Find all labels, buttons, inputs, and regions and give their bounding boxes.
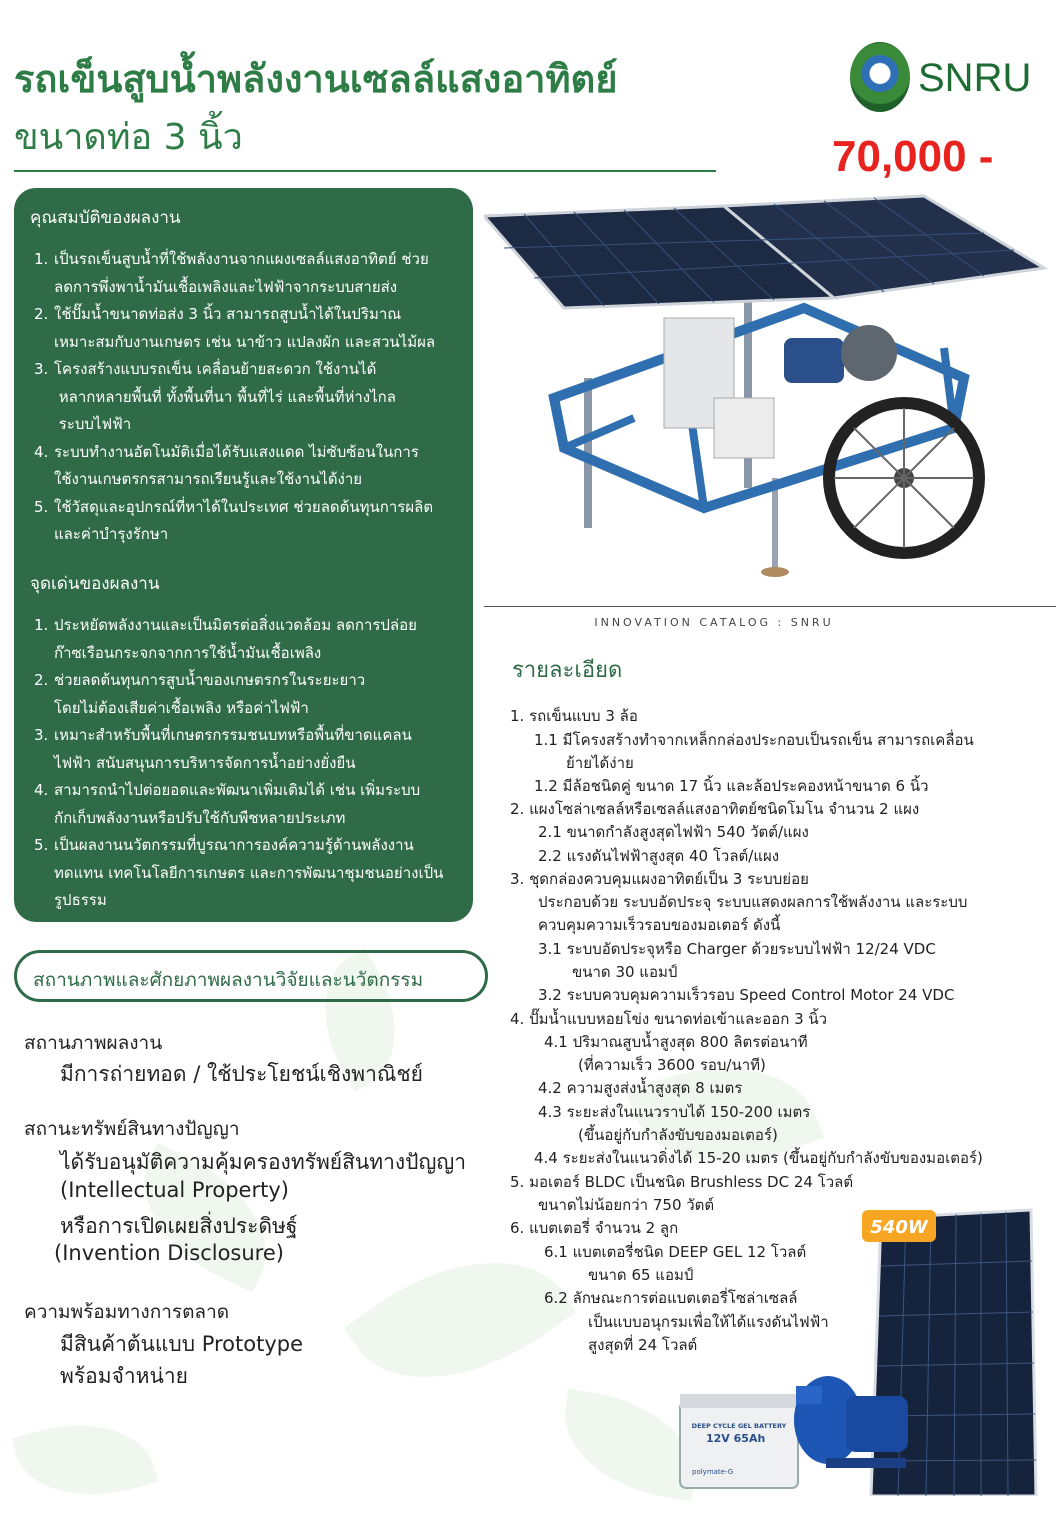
list-item-line: ประหยัดพลังงานและเป็นมิตรต่อสิ่งแวดล้อม ลดการปล่อย bbox=[54, 616, 417, 634]
panel-wattage-badge: 540W bbox=[870, 1217, 928, 1238]
list-item-number: 5. bbox=[34, 497, 49, 516]
list-item-line: ก๊าซเรือนกระจกจากการใช้น้ำมันเชื้อเพลิง bbox=[54, 643, 322, 662]
list-item bbox=[28, 777, 468, 832]
detail-line: 4.2 ความสูงส่งน้ำสูงสุด 8 เมตร bbox=[538, 1079, 743, 1097]
detail-line: (ที่ความเร็ว 3600 รอบ/นาที) bbox=[578, 1056, 766, 1074]
list-item bbox=[28, 494, 468, 549]
list-item-line: สามารถนำไปต่อยอดและพัฒนาเพิ่มเติมได้ เช่น เพิ่มระบบ bbox=[54, 781, 421, 799]
components-illustration bbox=[676, 1206, 1056, 1496]
detail-line: ขนาด 30 แอมป์ bbox=[572, 963, 678, 981]
product-photo bbox=[484, 188, 1056, 598]
list-item-line: โดยไม่ต้องเสียค่าเชื้อเพลิง หรือค่าไฟฟ้า bbox=[54, 698, 309, 717]
list-item-number: 5. bbox=[34, 836, 49, 854]
detail-line: 5. มอเตอร์ BLDC เป็นชนิด Brushless DC 24 โวลต์ bbox=[510, 1173, 854, 1191]
page-subtitle: ขนาดท่อ 3 นิ้ว bbox=[14, 117, 243, 158]
detail-line: 3. ชุดกล่องควบคุมแผงอาทิตย์เป็น 3 ระบบย่อย bbox=[510, 870, 809, 888]
status-section-header bbox=[14, 950, 488, 1002]
list-item bbox=[28, 246, 468, 301]
list-item-line: ลดการพึ่งพาน้ำมันเชื้อเพลิงและไฟฟ้าจากระบบสายส่ง bbox=[54, 277, 398, 296]
status-value: มีการถ่ายทอด / ใช้ประโยชน์เชิงพาณิชย์ bbox=[60, 1062, 423, 1086]
detail-line: 2.1 ขนาดกำลังสูงสุดไฟฟ้า 540 วัตต์/แผง bbox=[538, 823, 809, 841]
list-item-number: 4. bbox=[34, 442, 49, 461]
list-item bbox=[28, 356, 468, 439]
ip-value: หรือการเปิดเผยสิ่งประดิษฐ์ bbox=[60, 1214, 298, 1238]
list-item-number: 1. bbox=[34, 616, 49, 634]
list-item-line: ใช้วัสดุและอุปกรณ์ที่หาได้ในประเทศ ช่วยลดต้นทุนการผลิต bbox=[54, 497, 434, 516]
detail-line: 1.2 มีล้อชนิดคู่ ขนาด 17 นิ้ว และล้อประคองหน้าขนาด 6 นิ้ว bbox=[534, 777, 929, 795]
page-title: รถเข็นสูบน้ำพลังงานเซลล์แสงอาทิตย์ bbox=[14, 57, 618, 101]
list-item-line: ช่วยลดต้นทุนการสูบน้ำของเกษตรกรในระยะยาว bbox=[54, 671, 366, 689]
detail-line: ขนาด 65 แอมป์ bbox=[588, 1266, 694, 1284]
list-item-line: ระบบทำงานอัตโนมัติเมื่อได้รับแสงแดด ไม่ซับซ้อนในการ bbox=[54, 442, 419, 461]
battery-brand: polymate-G bbox=[692, 1468, 734, 1476]
ip-heading: สถานะทรัพย์สินทางปัญญา bbox=[24, 1118, 240, 1140]
list-item bbox=[28, 832, 468, 915]
price-label: 70,000 - bbox=[832, 132, 994, 181]
decorative-leaf bbox=[344, 1213, 577, 1426]
list-item-line: ระบบไฟฟ้า bbox=[54, 415, 132, 433]
status-heading: สถานภาพผลงาน bbox=[24, 1032, 163, 1054]
list-item-line: ทดแทน เทคโนโลยีการเกษตร และการพัฒนาชุมชนอย่างเป็น bbox=[54, 863, 444, 882]
list-item bbox=[28, 612, 468, 667]
list-item-line: ใช้ปั๊มน้ำขนาดท่อส่ง 3 นิ้ว สามารถสูบน้ำได้ในปริมาณ bbox=[54, 305, 402, 323]
ip-value: (Intellectual Property) bbox=[60, 1178, 289, 1202]
detail-line: 1. รถเข็นแบบ 3 ล้อ bbox=[510, 707, 638, 725]
detail-line: 4.1 ปริมาณสูบน้ำสูงสุด 800 ลิตรต่อนาที bbox=[544, 1033, 808, 1051]
detail-line: 3.1 ระบบอัดประจุหรือ Charger ด้วยระบบไฟฟ้า 12/24 VDC bbox=[538, 940, 936, 958]
battery-spec: 12V 65Ah bbox=[706, 1432, 766, 1445]
highlights-list bbox=[28, 612, 468, 915]
list-item-number: 3. bbox=[34, 726, 49, 744]
brand-name: SNRU bbox=[918, 56, 1032, 100]
list-item-number: 2. bbox=[34, 671, 49, 689]
list-item-line: เหมาะสำหรับพื้นที่เกษตรกรรมชนบทหรือพื้นที่ขาดแคลน bbox=[54, 726, 412, 744]
list-item-line: หลากหลายพื้นที่ ทั้งพื้นที่นา พื้นที่ไร่ และพื้นที่ห่างไกล bbox=[54, 387, 396, 406]
detail-line: ย้ายได้ง่าย bbox=[566, 754, 634, 772]
list-item-line: เหมาะสมกับงานเกษตร เช่น นาข้าว แปลงผัก และสวนไม้ผล bbox=[54, 332, 436, 351]
list-item-number: 4. bbox=[34, 781, 49, 799]
title-divider bbox=[14, 170, 716, 172]
market-value: มีสินค้าต้นแบบ Prototype bbox=[60, 1332, 304, 1356]
catalog-label: INNOVATION CATALOG : SNRU bbox=[594, 616, 834, 629]
decorative-leaf bbox=[12, 1405, 158, 1515]
detail-line: 4. ปั๊มน้ำแบบหอยโข่ง ขนาดท่อเข้าและออก 3 นิ้ว bbox=[510, 1010, 828, 1028]
snru-logo-icon bbox=[850, 42, 910, 112]
list-item-number: 1. bbox=[34, 250, 49, 268]
features-panel bbox=[14, 188, 473, 922]
detail-line: 2.2 แรงดันไฟฟ้าสูงสุด 40 โวลต์/แผง bbox=[538, 847, 780, 865]
detail-line: สูงสุดที่ 24 โวลต์ bbox=[588, 1336, 698, 1354]
list-item-line: เป็นรถเข็นสูบน้ำที่ใช้พลังงานจากแผงเซลล์แสงอาทิตย์ ช่วย bbox=[54, 250, 429, 268]
list-item-line: ใช้งานเกษตรกรสามารถเรียนรู้และใช้งานได้ง่าย bbox=[54, 470, 363, 488]
photo-divider bbox=[484, 606, 1056, 607]
list-item-line: และค่าบำรุงรักษา bbox=[54, 525, 169, 543]
list-item bbox=[28, 439, 468, 494]
list-item-line: กักเก็บพลังงานหรือปรับใช้กับพืชหลายประเภท bbox=[54, 808, 346, 827]
ip-value: ได้รับอนุมัติความคุ้มครองทรัพย์สินทางปัญญา bbox=[60, 1150, 467, 1174]
detail-line: เป็นแบบอนุกรมเพื่อให้ได้แรงดันไฟฟ้า bbox=[588, 1313, 829, 1331]
ip-value: (Invention Disclosure) bbox=[54, 1241, 284, 1265]
detail-line: 4.3 ระยะส่งในแนวราบได้ 150-200 เมตร bbox=[538, 1103, 811, 1121]
battery-label: DEEP CYCLE GEL BATTERY bbox=[691, 1422, 787, 1430]
detail-line: 3.2 ระบบควบคุมความเร็วรอบ Speed Control Motor 24 VDC bbox=[538, 986, 955, 1004]
detail-line: ประกอบด้วย ระบบอัดประจุ ระบบแสดงผลการใช้พลังงาน และระบบ bbox=[538, 893, 968, 911]
features-heading: คุณสมบัติของผลงาน bbox=[30, 208, 181, 228]
detail-line: (ขึ้นอยู่กับกำลังขับของมอเตอร์) bbox=[578, 1126, 778, 1144]
detail-line: 2. แผงโซล่าเซลล์หรือเซลล์แสงอาทิตย์ชนิดโมโน จำนวน 2 แผง bbox=[510, 800, 920, 818]
detail-line: 6.1 แบตเตอรี่ชนิด DEEP GEL 12 โวลต์ bbox=[544, 1243, 807, 1261]
list-item-line: ไฟฟ้า สนับสนุนการบริหารจัดการน้ำอย่างยั่งยืน bbox=[54, 753, 356, 772]
details-heading: รายละเอียด bbox=[512, 658, 623, 683]
list-item-line: เป็นผลงานนวัตกรรมที่บูรณาการองค์ความรู้ด้านพลังงาน bbox=[54, 836, 414, 854]
list-item-number: 2. bbox=[34, 305, 49, 323]
status-section-title: สถานภาพและศักยภาพผลงานวิจัยและนวัตกรรม bbox=[33, 969, 424, 991]
detail-line: 4.4 ระยะส่งในแนวดิ่งได้ 15-20 เมตร (ขึ้นอยู่กับกำลังขับของมอเตอร์) bbox=[534, 1149, 983, 1167]
list-item-line: โครงสร้างแบบรถเข็น เคลื่อนย้ายสะดวก ใช้งานได้ bbox=[54, 360, 377, 378]
detail-line: 6.2 ลักษณะการต่อแบตเตอรี่โซล่าเซลล์ bbox=[544, 1289, 798, 1307]
list-item-line: รูปธรรม bbox=[54, 891, 107, 909]
list-item bbox=[28, 722, 468, 777]
market-heading: ความพร้อมทางการตลาด bbox=[24, 1301, 230, 1323]
list-item bbox=[28, 667, 468, 722]
features-list bbox=[28, 246, 468, 549]
market-value: พร้อมจำหน่าย bbox=[60, 1364, 188, 1388]
detail-line: ควบคุมความเร็วรอบของมอเตอร์ ดังนี้ bbox=[538, 916, 781, 934]
highlights-heading: จุดเด่นของผลงาน bbox=[30, 574, 160, 594]
detail-line: 1.1 มีโครงสร้างทำจากเหล็กกล่องประกอบเป็นรถเข็น สามารถเคลื่อน bbox=[534, 731, 974, 749]
list-item bbox=[28, 301, 468, 356]
list-item-number: 3. bbox=[34, 360, 49, 378]
detail-line: 6. แบตเตอรี่ จำนวน 2 ลูก bbox=[510, 1219, 679, 1237]
detail-line: ขนาดไม่น้อยกว่า 750 วัตต์ bbox=[538, 1196, 715, 1214]
